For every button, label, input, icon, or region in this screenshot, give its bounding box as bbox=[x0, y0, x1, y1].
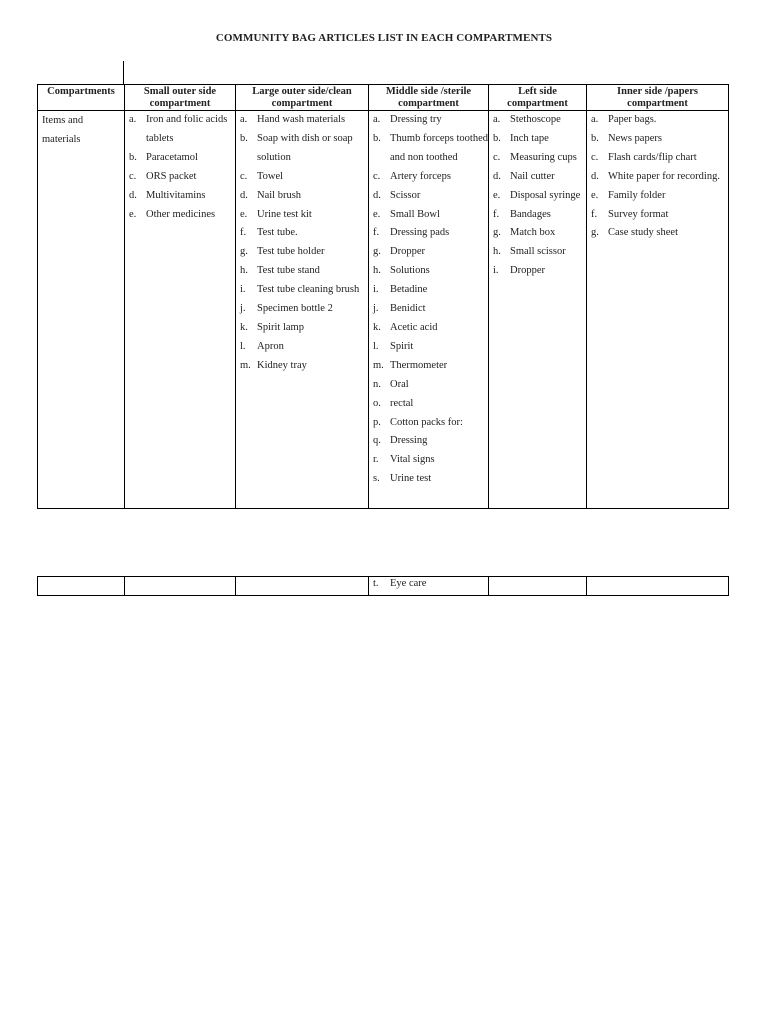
item-text: Scissor bbox=[390, 189, 421, 201]
item-text: White paper for recording. bbox=[608, 170, 720, 182]
item-text: Apron bbox=[257, 340, 284, 352]
item-marker: a. bbox=[373, 114, 381, 125]
header-left: Left side compartment bbox=[489, 85, 587, 111]
item-marker: m. bbox=[240, 359, 251, 371]
item-marker: j. bbox=[240, 303, 246, 315]
empty-cell bbox=[236, 577, 369, 596]
item-text: Stethoscope bbox=[510, 114, 561, 125]
item-text: Specimen bottle 2 bbox=[257, 303, 333, 315]
item-marker: c. bbox=[240, 170, 248, 182]
item-text: Dressing pads bbox=[390, 227, 450, 239]
item-marker: i. bbox=[493, 265, 499, 277]
compartments-table bbox=[37, 84, 729, 509]
list-item bbox=[240, 206, 368, 225]
header-small-outer: Small outer side compartment bbox=[125, 85, 236, 111]
list-item bbox=[493, 224, 586, 243]
item-text: Benidict bbox=[390, 303, 426, 315]
item-text: Inch tape bbox=[510, 132, 549, 144]
left-list bbox=[489, 111, 586, 281]
item-text: Test tube. bbox=[257, 227, 298, 239]
item-text: Oral bbox=[390, 378, 409, 390]
list-item bbox=[493, 130, 586, 149]
item-marker: t. bbox=[373, 578, 379, 589]
header-divider-line bbox=[123, 61, 124, 84]
item-text: Multivitamins bbox=[146, 189, 206, 201]
list-item bbox=[240, 338, 368, 357]
list-item bbox=[373, 577, 488, 590]
header-inner: Inner side /papers compartment bbox=[587, 85, 729, 111]
left-cell bbox=[489, 111, 587, 509]
inner-list bbox=[587, 111, 728, 243]
list-item bbox=[373, 243, 488, 262]
item-text: Other medicines bbox=[146, 208, 216, 220]
item-text: Urine test bbox=[390, 473, 432, 485]
header-compartments: Compartments bbox=[38, 85, 125, 111]
list-item bbox=[373, 470, 488, 489]
list-item bbox=[373, 281, 488, 300]
item-text: Iron and folic acids tablets bbox=[146, 114, 228, 144]
item-text: Soap with dish or soap solution bbox=[257, 132, 353, 163]
list-item bbox=[129, 149, 235, 168]
list-item bbox=[373, 451, 488, 470]
item-marker: r. bbox=[373, 454, 379, 466]
item-text: Artery forceps bbox=[390, 170, 451, 182]
item-marker: e. bbox=[129, 208, 137, 220]
item-marker: e. bbox=[373, 208, 381, 220]
list-item bbox=[373, 168, 488, 187]
continuation-table bbox=[37, 576, 729, 596]
table-row bbox=[38, 111, 729, 509]
item-text: rectal bbox=[390, 397, 414, 409]
item-text: Dressing try bbox=[390, 114, 442, 125]
item-marker: h. bbox=[373, 265, 381, 277]
list-item bbox=[129, 168, 235, 187]
item-marker: j. bbox=[373, 303, 379, 315]
item-text: Dropper bbox=[390, 246, 425, 258]
item-marker: c. bbox=[493, 151, 501, 163]
item-marker: d. bbox=[240, 189, 248, 201]
list-item bbox=[373, 414, 488, 433]
item-marker: g. bbox=[591, 227, 599, 239]
item-marker: m. bbox=[373, 359, 384, 371]
item-text: Acetic acid bbox=[390, 321, 438, 333]
list-item bbox=[240, 168, 368, 187]
list-item bbox=[373, 262, 488, 281]
list-item bbox=[240, 111, 368, 130]
item-text: Urine test kit bbox=[257, 208, 312, 220]
item-marker: a. bbox=[129, 114, 137, 125]
item-marker: g. bbox=[240, 246, 248, 258]
list-item bbox=[493, 243, 586, 262]
small-outer-cell bbox=[125, 111, 236, 509]
list-item bbox=[240, 187, 368, 206]
list-item bbox=[591, 130, 728, 149]
item-marker: d. bbox=[591, 170, 599, 182]
list-item bbox=[373, 319, 488, 338]
item-marker: a. bbox=[493, 114, 501, 125]
item-text: Survey format bbox=[608, 208, 669, 220]
list-item bbox=[373, 187, 488, 206]
list-item bbox=[240, 319, 368, 338]
item-marker: f. bbox=[373, 227, 380, 239]
item-marker: n. bbox=[373, 378, 381, 390]
list-item bbox=[240, 281, 368, 300]
middle-list bbox=[369, 111, 488, 489]
list-item bbox=[493, 149, 586, 168]
item-marker: d. bbox=[129, 189, 137, 201]
item-marker: b. bbox=[240, 132, 248, 144]
list-item bbox=[373, 300, 488, 319]
list-item bbox=[240, 300, 368, 319]
item-text: Nail brush bbox=[257, 189, 302, 201]
item-marker: q. bbox=[373, 435, 381, 447]
item-marker: c. bbox=[373, 170, 381, 182]
list-item bbox=[373, 338, 488, 357]
item-marker: c. bbox=[591, 151, 599, 163]
header-middle: Middle side /sterile compartment bbox=[369, 85, 489, 111]
item-marker: g. bbox=[373, 246, 381, 258]
item-marker: b. bbox=[373, 132, 381, 144]
continuation-cell bbox=[369, 577, 489, 596]
item-marker: e. bbox=[493, 189, 501, 201]
list-item bbox=[591, 168, 728, 187]
list-item bbox=[240, 243, 368, 262]
item-marker: e. bbox=[240, 208, 248, 220]
item-marker: a. bbox=[591, 114, 599, 125]
item-marker: f. bbox=[493, 208, 500, 220]
list-item bbox=[240, 262, 368, 281]
item-text: Bandages bbox=[510, 208, 551, 220]
table-header-row bbox=[38, 85, 729, 111]
continuation-list bbox=[369, 577, 488, 590]
item-marker: g. bbox=[493, 227, 501, 239]
item-text: Small scissor bbox=[510, 246, 566, 258]
item-text: Dropper bbox=[510, 265, 545, 277]
table-row bbox=[38, 577, 729, 596]
empty-cell bbox=[38, 577, 125, 596]
list-item bbox=[373, 206, 488, 225]
item-text: ORS packet bbox=[146, 170, 197, 182]
item-text: Spirit bbox=[390, 340, 414, 352]
item-text: Measuring cups bbox=[510, 151, 577, 163]
item-text: Case study sheet bbox=[608, 227, 678, 239]
item-marker: b. bbox=[493, 132, 501, 144]
list-item bbox=[129, 111, 235, 149]
item-marker: f. bbox=[240, 227, 247, 239]
item-text: Hand wash materials bbox=[257, 114, 346, 125]
list-item bbox=[373, 111, 488, 130]
list-item bbox=[591, 224, 728, 243]
item-text: Cotton packs for: bbox=[390, 416, 463, 428]
item-text: Towel bbox=[257, 170, 284, 182]
list-item bbox=[591, 149, 728, 168]
item-text: Spirit lamp bbox=[257, 321, 304, 333]
empty-cell bbox=[587, 577, 729, 596]
list-item bbox=[373, 376, 488, 395]
item-marker: d. bbox=[493, 170, 501, 182]
item-text: Paper bags. bbox=[608, 114, 657, 125]
item-text: Match box bbox=[510, 227, 556, 239]
item-text: Thumb forceps toothed and non toothed bbox=[390, 132, 488, 163]
list-item bbox=[493, 187, 586, 206]
item-text: Thermometer bbox=[390, 359, 448, 371]
item-text: Dressing bbox=[390, 435, 428, 447]
list-item bbox=[129, 206, 235, 225]
item-marker: h. bbox=[493, 246, 501, 258]
item-text: Test tube stand bbox=[257, 265, 320, 277]
list-item bbox=[240, 224, 368, 243]
list-item bbox=[373, 224, 488, 243]
item-marker: s. bbox=[373, 473, 380, 485]
list-item bbox=[591, 111, 728, 130]
item-text: Test tube cleaning brush bbox=[257, 284, 360, 296]
row-label-cell bbox=[38, 111, 125, 509]
item-marker: o. bbox=[373, 397, 381, 409]
list-item bbox=[493, 206, 586, 225]
small-outer-list bbox=[125, 111, 235, 224]
item-text: Betadine bbox=[390, 284, 428, 296]
list-item bbox=[240, 130, 368, 168]
item-marker: a. bbox=[240, 114, 248, 125]
item-marker: i. bbox=[373, 284, 379, 296]
list-item bbox=[591, 206, 728, 225]
list-item bbox=[591, 187, 728, 206]
large-outer-cell bbox=[236, 111, 369, 509]
list-item bbox=[373, 432, 488, 451]
item-marker: l. bbox=[240, 340, 246, 352]
item-text: Vital signs bbox=[390, 454, 435, 466]
row-label: Items and materials bbox=[42, 115, 84, 145]
item-text: Family folder bbox=[608, 189, 666, 201]
item-text: Kidney tray bbox=[257, 359, 307, 371]
inner-cell bbox=[587, 111, 729, 509]
list-item bbox=[373, 130, 488, 168]
item-text: Small Bowl bbox=[390, 208, 440, 220]
empty-cell bbox=[489, 577, 587, 596]
item-marker: d. bbox=[373, 189, 381, 201]
item-marker: k. bbox=[373, 321, 381, 333]
item-text: Paracetamol bbox=[146, 151, 198, 163]
item-marker: k. bbox=[240, 321, 248, 333]
item-marker: f. bbox=[591, 208, 598, 220]
middle-cell bbox=[369, 111, 489, 509]
item-marker: e. bbox=[591, 189, 599, 201]
list-item bbox=[373, 395, 488, 414]
item-text: Flash cards/flip chart bbox=[608, 151, 697, 163]
list-item bbox=[373, 357, 488, 376]
item-marker: l. bbox=[373, 340, 379, 352]
item-marker: b. bbox=[129, 151, 137, 163]
document-title: COMMUNITY BAG ARTICLES LIST IN EACH COMPARTMENTS bbox=[215, 32, 553, 44]
list-item bbox=[493, 262, 586, 281]
empty-cell bbox=[125, 577, 236, 596]
list-item bbox=[493, 168, 586, 187]
item-marker: i. bbox=[240, 284, 246, 296]
item-text: Disposal syringe bbox=[510, 189, 581, 201]
item-marker: b. bbox=[591, 132, 599, 144]
item-text: Nail cutter bbox=[510, 170, 555, 182]
list-item bbox=[493, 111, 586, 130]
large-outer-list bbox=[236, 111, 368, 376]
item-marker: c. bbox=[129, 170, 137, 182]
list-item bbox=[129, 187, 235, 206]
item-text: News papers bbox=[608, 132, 662, 144]
item-text: Solutions bbox=[390, 265, 430, 277]
item-marker: p. bbox=[373, 416, 381, 428]
item-marker: h. bbox=[240, 265, 248, 277]
item-text: Test tube holder bbox=[257, 246, 325, 258]
item-text: Eye care bbox=[390, 578, 427, 589]
header-large-outer: Large outer side/clean compartment bbox=[236, 85, 369, 111]
list-item bbox=[240, 357, 368, 376]
